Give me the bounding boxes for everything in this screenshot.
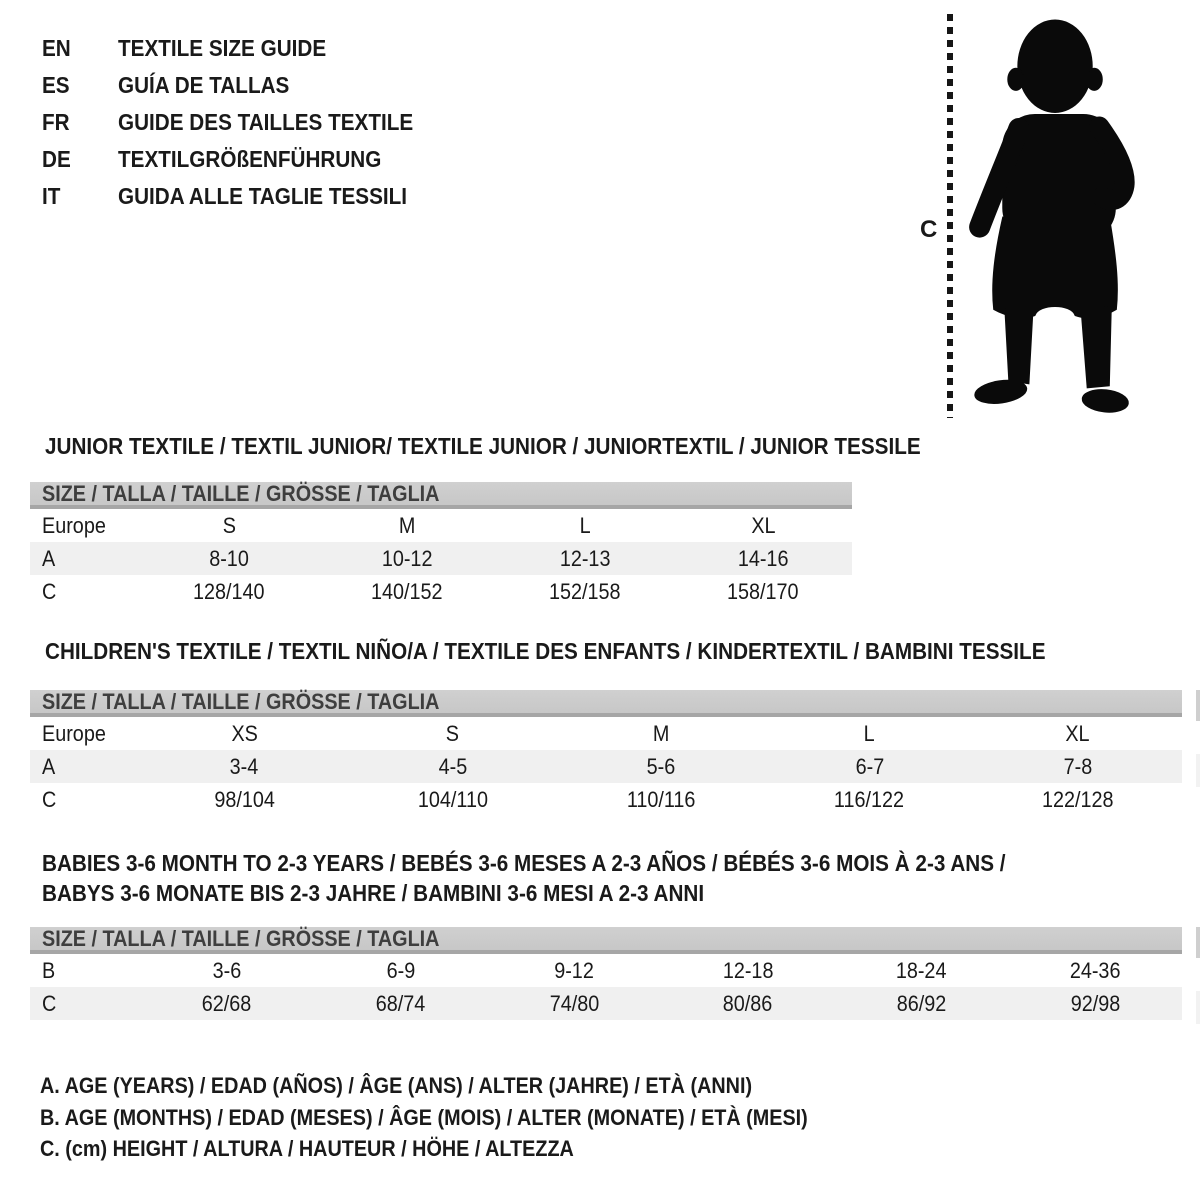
cell-value: 104/110 [417, 786, 488, 812]
children-size-table [30, 690, 1182, 816]
cell-value: 6-7 [855, 753, 884, 779]
table-row [30, 783, 1182, 816]
table-row [30, 987, 1182, 1020]
edge-fragment [1196, 927, 1200, 958]
size-header-text: SIZE / TALLA / TAILLE / GRÖSSE / TAGLIA [42, 480, 440, 506]
legend-note-b: B. AGE (MONTHS) / EDAD (MESES) / ÂGE (MOIS) / ALTER (MONATE) / ETÀ (MESI) [40, 1104, 808, 1130]
cell-value: 116/122 [834, 786, 905, 812]
cell-value: XL [750, 512, 776, 538]
language-title: GUÍA DE TALLAS [118, 72, 290, 98]
language-title: GUIDA ALLE TAGLIE TESSILI [118, 183, 408, 209]
cell-value: 158/170 [727, 578, 799, 604]
edge-fragment [1196, 754, 1200, 787]
language-code: ES [42, 72, 70, 98]
junior-size-table [30, 482, 852, 608]
section-title-text: JUNIOR TEXTILE / TEXTIL JUNIOR/ TEXTILE JUNIOR / JUNIORTEXTIL / JUNIOR TESSILE [45, 433, 921, 459]
baby-silhouette-image [960, 16, 1136, 418]
table-row [30, 717, 1182, 750]
section-title-babies [42, 848, 1113, 908]
legend-note-c: C. (cm) HEIGHT / ALTURA / HAUTEUR / HÖHE / ALTEZZA [40, 1136, 574, 1161]
table-row [30, 575, 852, 608]
table-row [30, 509, 852, 542]
language-title: GUIDE DES TAILLES TEXTILE [118, 109, 414, 135]
cell-value: 86/92 [896, 990, 947, 1016]
cell-value: 7-8 [1063, 753, 1093, 779]
cell-value: L [579, 512, 591, 538]
language-code: FR [42, 109, 70, 135]
cell-value: 14-16 [737, 545, 789, 571]
cell-value: 4-5 [438, 753, 467, 779]
cell-value: 74/80 [549, 990, 599, 1016]
section-title-text: BABIES 3-6 MONTH TO 2-3 YEARS / BEBÉS 3-6 MESES A 2-3 AÑOS / BÉBÉS 3-6 MOIS À 2-3 ANS / [42, 850, 1006, 876]
language-title: TEXTILE SIZE GUIDE [118, 35, 327, 61]
language-row [42, 178, 446, 215]
cell-value: XS [230, 720, 258, 746]
language-list [42, 30, 446, 215]
language-code: IT [42, 183, 61, 209]
babies-size-table [30, 927, 1182, 1020]
row-label: C [42, 578, 57, 604]
cell-value: 12-18 [722, 957, 774, 983]
cell-value: L [863, 720, 875, 746]
language-row [42, 30, 446, 67]
cell-value: 18-24 [896, 957, 947, 983]
row-label: C [42, 990, 57, 1016]
height-measure-label: C [920, 216, 938, 243]
cell-value: 98/104 [213, 786, 275, 812]
cell-value: 62/68 [202, 990, 252, 1016]
table-row [30, 542, 852, 575]
cell-value: 92/98 [1070, 990, 1120, 1016]
cell-value: 68/74 [375, 990, 426, 1016]
cell-value: 110/116 [626, 786, 696, 812]
row-label: Europe [42, 512, 106, 538]
baby-head [1018, 20, 1092, 112]
cell-value: S [446, 720, 460, 746]
cell-value: M [398, 512, 416, 538]
cell-value: 10-12 [381, 545, 433, 571]
cell-value: 24-36 [1069, 957, 1121, 983]
cell-value: 80/86 [723, 990, 773, 1016]
cell-value: 140/152 [371, 578, 443, 604]
cell-value: 152/158 [549, 578, 621, 604]
section-title-text: BABYS 3-6 MONATE BIS 2-3 JAHRE / BAMBINI 3-6 MESI A 2-3 ANNI [42, 880, 705, 906]
edge-fragment [1196, 690, 1200, 721]
cell-value: 5-6 [646, 753, 676, 779]
cell-value: 6-9 [386, 957, 415, 983]
size-header-text: SIZE / TALLA / TAILLE / GRÖSSE / TAGLIA [42, 925, 440, 951]
section-title-junior [45, 434, 1018, 458]
cell-value: 8-10 [209, 545, 249, 571]
size-header-bar [30, 482, 852, 509]
height-measure-dashed-line [947, 14, 953, 418]
section-title-children [45, 639, 1157, 663]
legend-notes [40, 1070, 893, 1165]
size-header-bar [30, 927, 1182, 954]
row-label: A [42, 545, 56, 571]
language-row [42, 141, 446, 178]
table-row [30, 750, 1182, 783]
language-code: EN [42, 35, 71, 61]
cell-value: 128/140 [193, 578, 265, 604]
size-header-bar [30, 690, 1182, 717]
row-label: B [42, 957, 56, 983]
size-header-text: SIZE / TALLA / TAILLE / GRÖSSE / TAGLIA [42, 688, 440, 714]
children-table-rows [30, 717, 1182, 816]
cell-value: XL [1065, 720, 1090, 746]
edge-fragment [1196, 991, 1200, 1024]
language-row [42, 67, 446, 104]
cell-value: 12-13 [559, 545, 611, 571]
table-row [30, 954, 1182, 987]
row-label: C [42, 786, 57, 812]
cell-value: 122/128 [1042, 786, 1114, 812]
row-label: Europe [42, 720, 106, 746]
language-title: TEXTILGRÖßENFÜHRUNG [118, 146, 382, 172]
row-label: A [42, 753, 56, 779]
language-row [42, 104, 446, 141]
cell-value: M [652, 720, 670, 746]
cell-value: 9-12 [554, 957, 595, 983]
cell-value: 3-4 [229, 753, 259, 779]
babies-table-rows [30, 954, 1182, 1020]
cell-value: 3-6 [212, 957, 242, 983]
junior-table-rows [30, 509, 852, 608]
cell-value: S [222, 512, 236, 538]
legend-note-a: A. AGE (YEARS) / EDAD (AÑOS) / ÂGE (ANS) / ALTER (JAHRE) / ETÀ (ANNI) [40, 1073, 753, 1098]
language-code: DE [42, 146, 71, 172]
section-title-text: CHILDREN'S TEXTILE / TEXTIL NIÑO/A / TEXTILE DES ENFANTS / KINDERTEXTIL / BAMBINI TESSILE [45, 638, 1046, 664]
